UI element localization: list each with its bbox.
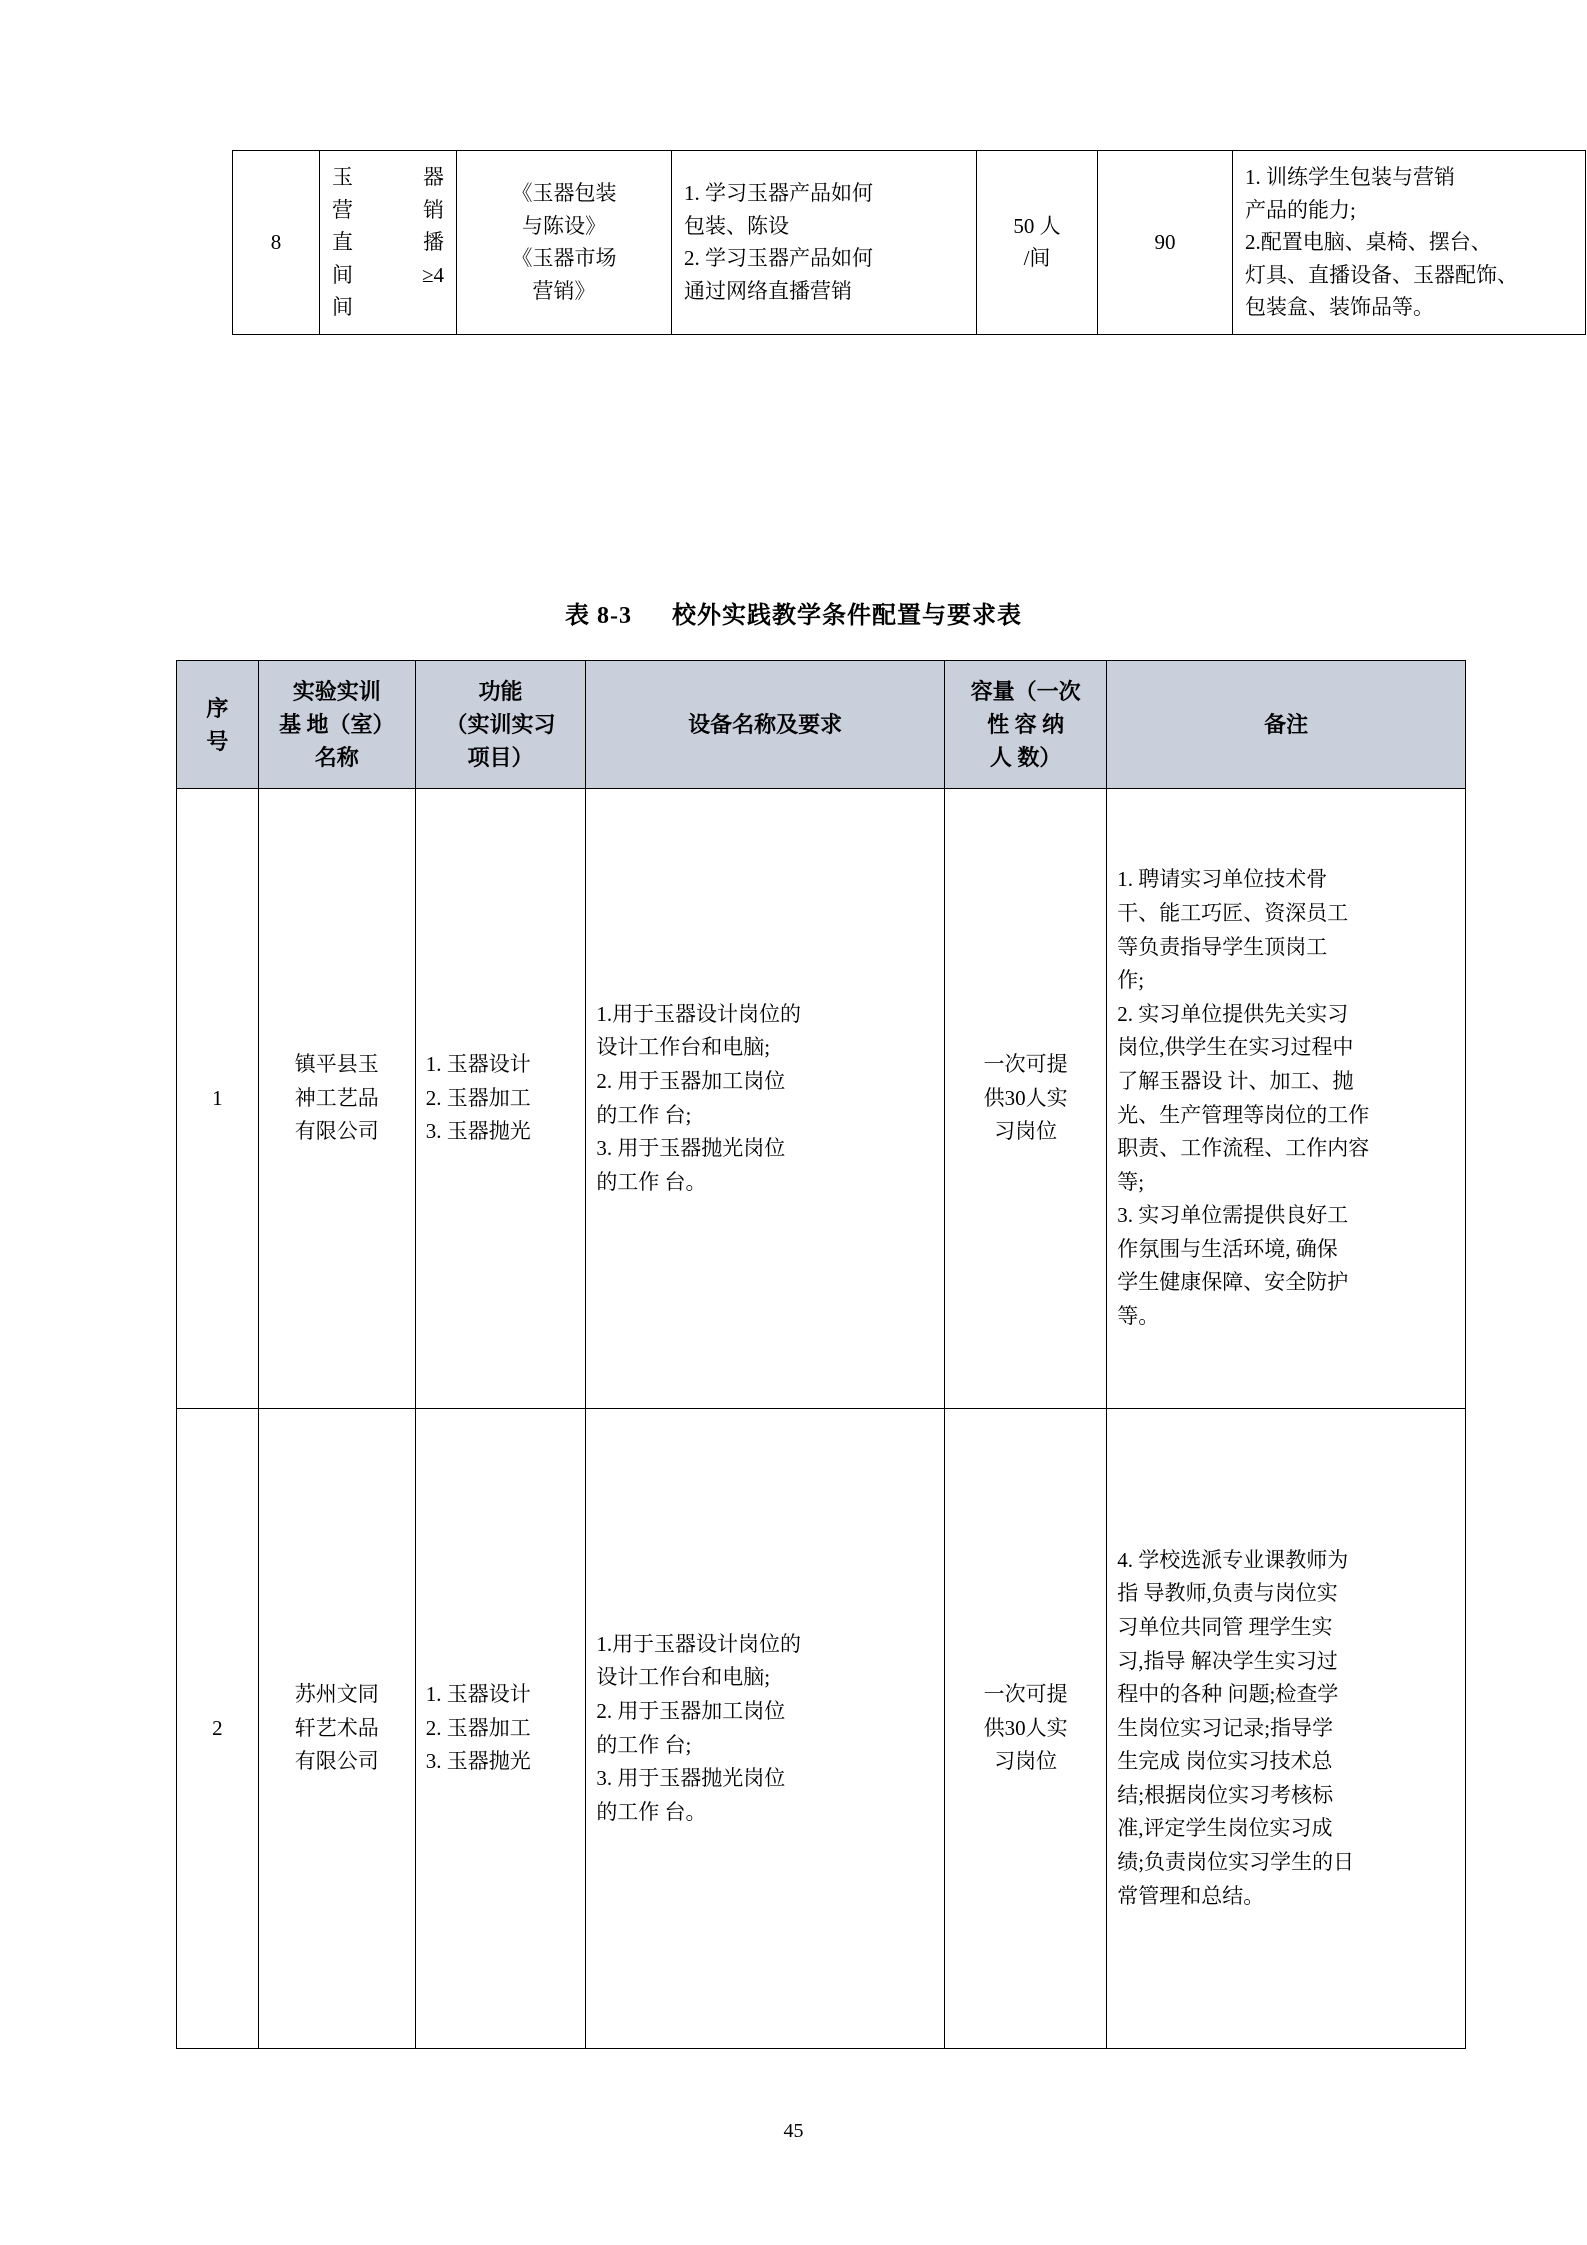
cell-no: 1 <box>177 789 259 1409</box>
cell-no: 2 <box>177 1409 259 2049</box>
header-equipment: 设备名称及要求 <box>586 661 945 789</box>
header-capacity: 容量（一次 性 容 纳 人 数） <box>944 661 1106 789</box>
cell-area: 90 <box>1098 151 1233 335</box>
cell-equipment: 1. 学习玉器产品如何 包装、陈设 2. 学习玉器产品如何 通过网络直播营销 <box>672 151 977 335</box>
caption-label: 表 8-3 <box>565 603 632 629</box>
table-row <box>233 151 1586 335</box>
header-base: 实验实训 基 地（室） 名称 <box>258 661 415 789</box>
cell-equipment: 1.用于玉器设计岗位的 设计工作台和电脑; 2. 用于玉器加工岗位 的工作 台; 3. 用于玉器抛光岗位 的工作 台。 <box>586 789 945 1409</box>
cell-capacity: 一次可提 供30人实 习岗位 <box>944 789 1106 1409</box>
cell-base-name: 苏州文同 轩艺术品 有限公司 <box>258 1409 415 2049</box>
cell-room: 玉 器 营 销 直 播 间≥4 间 <box>320 151 457 335</box>
continued-equipment-table <box>232 150 1586 335</box>
cell-function: 1. 玉器设计 2. 玉器加工 3. 玉器抛光 <box>415 789 586 1409</box>
table-row <box>177 789 1466 1409</box>
header-note: 备注 <box>1107 661 1466 789</box>
offcampus-practice-table <box>176 660 1466 2049</box>
header-function: 功能 （实训实习 项目） <box>415 661 586 789</box>
cell-base-name: 镇平县玉 神工艺品 有限公司 <box>258 789 415 1409</box>
cell-index: 8 <box>233 151 320 335</box>
cell-equipment: 1.用于玉器设计岗位的 设计工作台和电脑; 2. 用于玉器加工岗位 的工作 台; 3. 用于玉器抛光岗位 的工作 台。 <box>586 1409 945 2049</box>
cell-capacity: 一次可提 供30人实 习岗位 <box>944 1409 1106 2049</box>
cell-note: 1. 聘请实习单位技术骨 干、能工巧匠、资深员工 等负责指导学生顶岗工 作; 2. 实习单位提供先关实习 岗位,供学生在实习过程中 了解玉器设 计、加工、抛 光、生产管理等岗位的工作 职责、工作流程、工作内容 等; 3. 实习单位需提供良好工 作氛围与生活环境, 确保 学生健康保障、安全防护 等。 <box>1107 789 1466 1409</box>
cell-capacity: 50 人 /间 <box>977 151 1098 335</box>
header-no: 序 号 <box>177 661 259 789</box>
cell-note: 4. 学校选派专业课教师为 指 导教师,负责与岗位实 习单位共同管 理学生实 习,指导 解决学生实习过 程中的各种 问题;检查学 生岗位实习记录;指导学 生完成 岗位实习技术总 结;根据岗位实习考核标 准,评定学生岗位实习成 绩;负责岗位实习学生的日 常管理和总结。 <box>1107 1409 1466 2049</box>
caption-title: 校外实践教学条件配置与要求表 <box>672 603 1022 629</box>
cell-function: 《玉器包装 与陈设》 《玉器市场 营销》 <box>457 151 672 335</box>
table-caption <box>0 595 1587 630</box>
cell-note: 1. 训练学生包装与营销 产品的能力; 2.配置电脑、桌椅、摆台、 灯具、直播设备、玉器配饰、 包装盒、装饰品等。 <box>1233 151 1586 335</box>
page-number: 45 <box>783 2120 804 2142</box>
table-row <box>177 1409 1466 2049</box>
cell-function: 1. 玉器设计 2. 玉器加工 3. 玉器抛光 <box>415 1409 586 2049</box>
table-header-row <box>177 661 1466 789</box>
